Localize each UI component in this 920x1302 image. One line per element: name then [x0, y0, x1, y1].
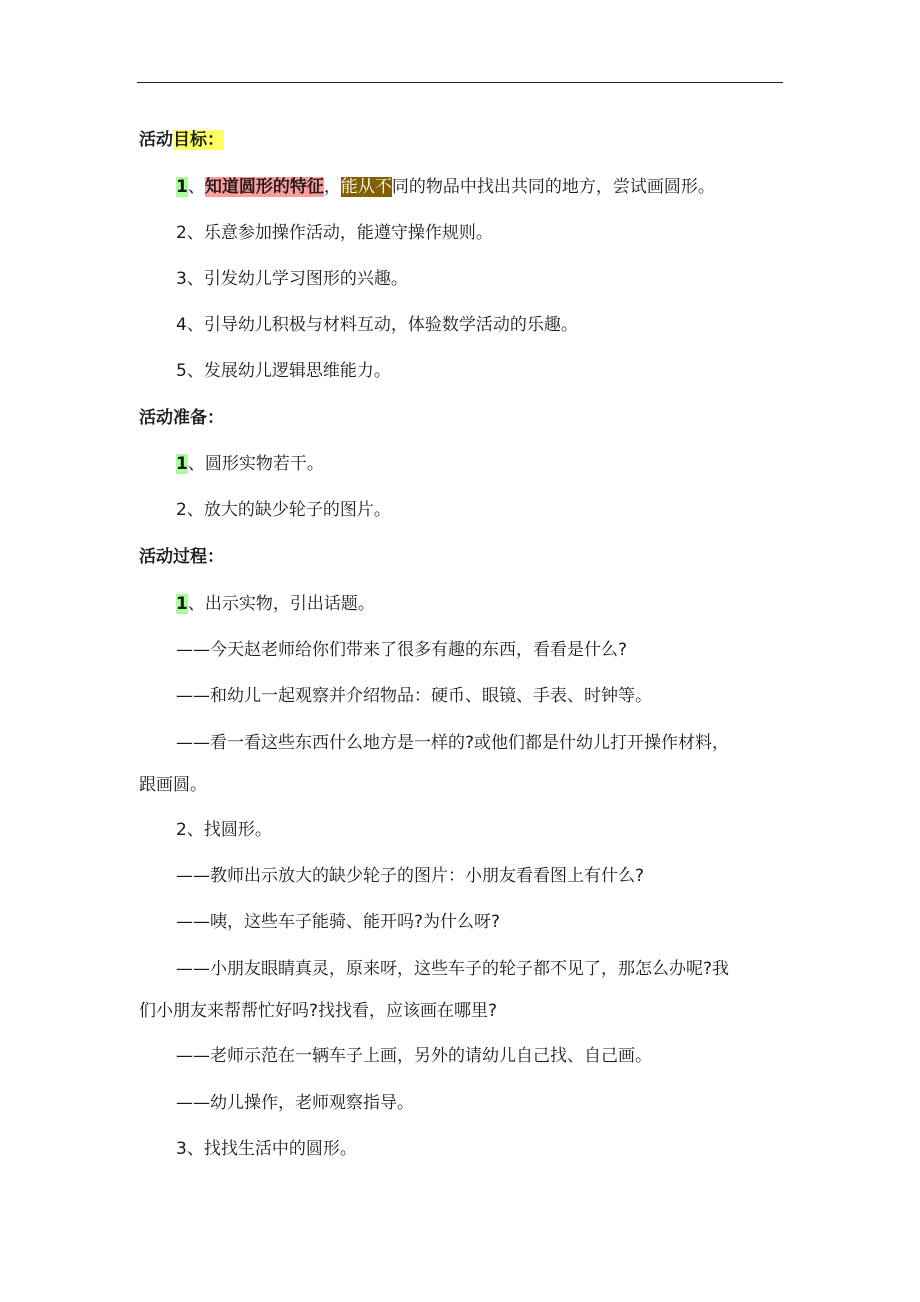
process-heading: 活动过程：: [139, 547, 224, 567]
process-step-1: 1、出示实物，引出话题。: [176, 594, 375, 614]
prep-item-1: 1、圆形实物若干。: [176, 454, 324, 474]
process-line: ——咦，这些车子能骑、能开吗?为什么呀?: [176, 912, 501, 932]
process-line: ——幼儿操作，老师观察指导。: [176, 1093, 414, 1113]
process-line: ——教师出示放大的缺少轮子的图片：小朋友看看图上有什么?: [176, 866, 645, 886]
process-step-3: 3、找找生活中的圆形。: [176, 1139, 357, 1159]
header-rule: [137, 82, 783, 83]
prep-item-2: 2、放大的缺少轮子的图片。: [176, 500, 391, 520]
process-line-cont: 们小朋友来帮帮忙好吗?找找看，应该画在哪里?: [139, 1001, 498, 1021]
process-line: ——小朋友眼睛真灵，原来呀，这些车子的轮子都不见了，那怎么办呢?我: [176, 959, 730, 979]
goal-item-3: 3、引发幼儿学习图形的兴趣。: [176, 269, 408, 289]
process-line: ——看一看这些东西什么地方是一样的?或他们都是什幼儿打开操作材料，: [176, 733, 730, 753]
process-step-2: 2、找圆形。: [176, 820, 272, 840]
process-line: ——老师示范在一辆车子上画，另外的请幼儿自己找、自己画。: [176, 1046, 652, 1066]
goal-item-2: 2、乐意参加操作活动，能遵守操作规则。: [176, 223, 493, 243]
process-line-cont: 跟画圆。: [139, 775, 207, 795]
process-line: ——和幼儿一起观察并介绍物品：硬币、眼镜、手表、时钟等。: [176, 686, 652, 706]
goal-item-4: 4、引导幼儿积极与材料互动，体验数学活动的乐趣。: [176, 315, 578, 335]
goal-item-1: 1、知道圆形的特征，能从不同的物品中找出共同的地方，尝试画圆形。: [176, 177, 715, 197]
goals-heading: 活动目标：: [139, 130, 224, 150]
goal-item-5: 5、发展幼儿逻辑思维能力。: [176, 361, 391, 381]
process-line: ——今天赵老师给你们带来了很多有趣的东西，看看是什么?: [176, 640, 628, 660]
prep-heading: 活动准备：: [139, 408, 224, 428]
